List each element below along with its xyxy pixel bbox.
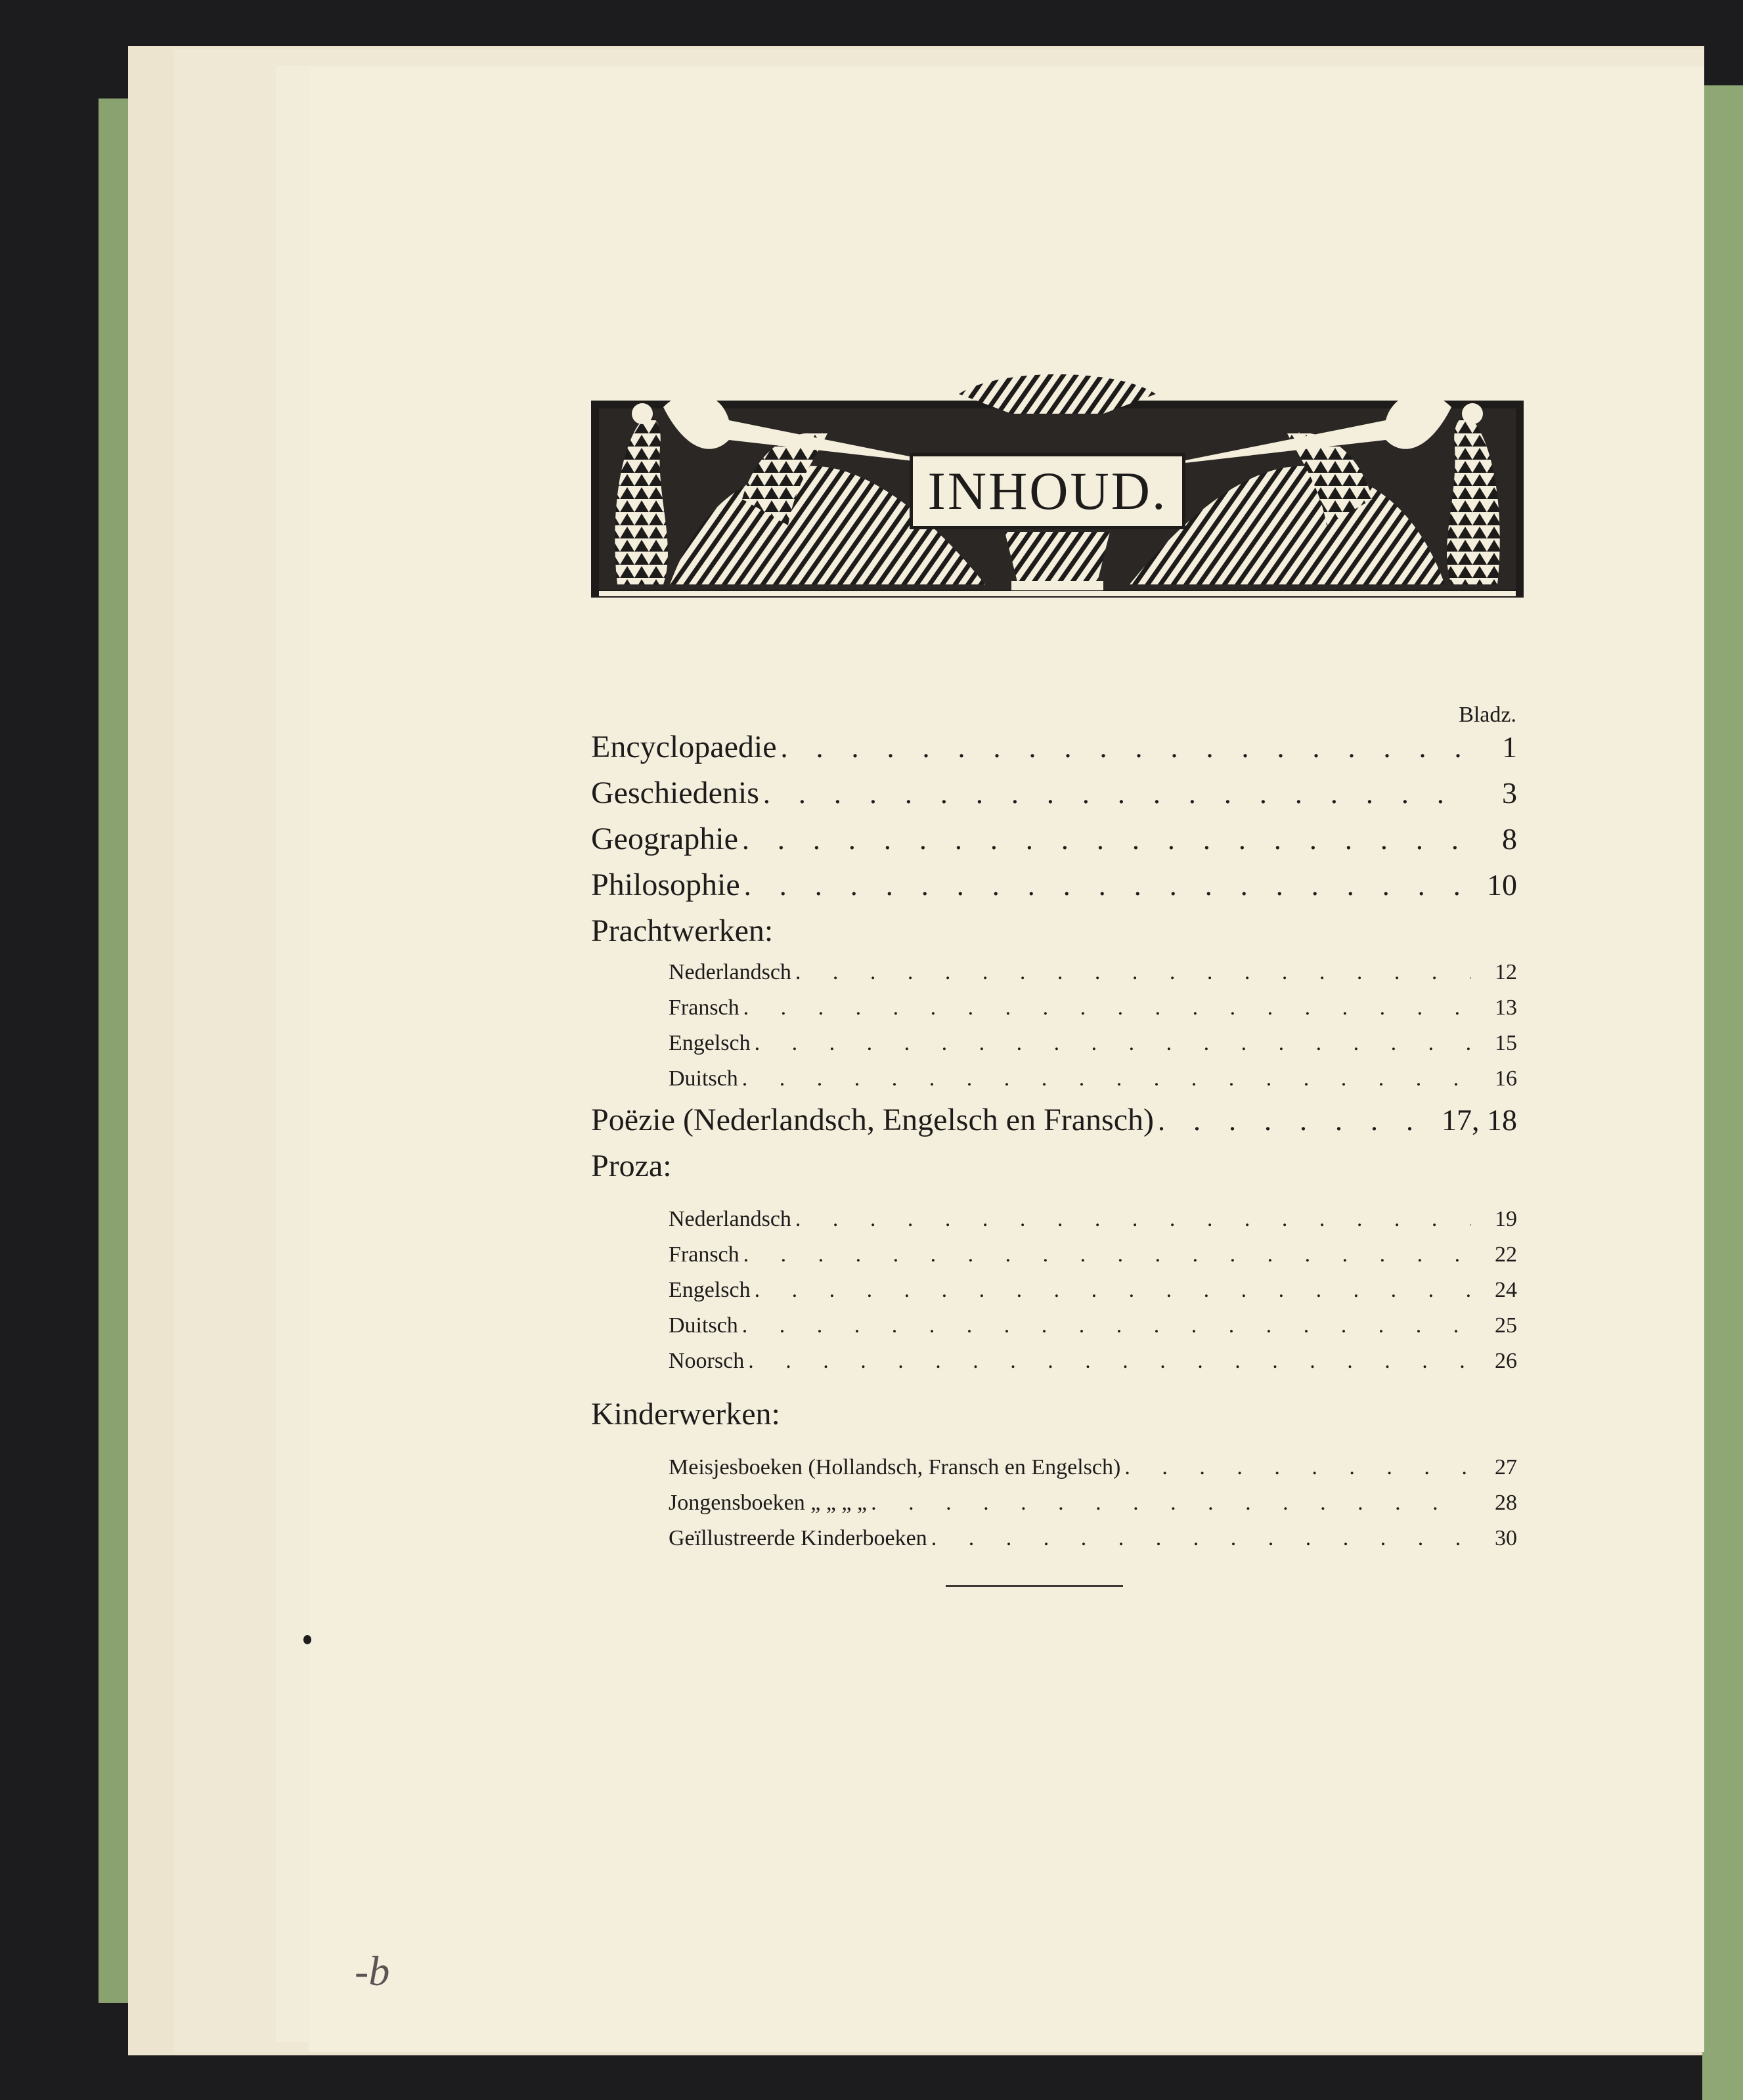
toc-subentry-label: Duitsch <box>669 1066 742 1091</box>
toc-entry-label: Philosophie <box>591 867 744 903</box>
toc-subentry-label: Engelsch <box>669 1031 755 1056</box>
green-spine <box>1702 85 1743 2100</box>
page-column-label: Bladz. <box>1459 703 1516 727</box>
toc-subentry[interactable] <box>591 1349 1517 1384</box>
dot-leader <box>755 1031 1471 1056</box>
toc-entry-geographie[interactable] <box>591 821 1517 864</box>
dot-leader <box>755 1278 1471 1303</box>
toc-entry-philosophie[interactable] <box>591 867 1517 910</box>
toc-subentry-page: 27 <box>1471 1455 1517 1480</box>
pencil-annotation: -b <box>355 1948 390 1994</box>
toc-subentry-page: 15 <box>1471 1031 1517 1056</box>
toc-subentry-page: 26 <box>1471 1349 1517 1374</box>
toc-entry-label: Encyclopaedie <box>591 729 781 765</box>
toc-subentry-label: Jongensboeken „ „ „ „ <box>669 1491 871 1516</box>
closing-rule <box>946 1585 1123 1587</box>
toc-subentry-page: 22 <box>1471 1242 1517 1267</box>
dot-leader <box>742 1066 1471 1091</box>
toc-entry-page: 10 <box>1471 867 1517 902</box>
toc-entry-label: Geographie <box>591 821 742 857</box>
toc-subentry-label: Noorsch <box>669 1349 748 1374</box>
dot-leader <box>742 1313 1471 1338</box>
page-title: INHOUD. <box>927 461 1168 521</box>
title-plate <box>910 453 1185 529</box>
margin-dot <box>303 1635 311 1644</box>
toc-entry-encyclopaedie[interactable] <box>591 729 1517 772</box>
toc-subentry-label: Nederlandsch <box>669 1207 795 1232</box>
toc-subentry[interactable] <box>591 1207 1517 1242</box>
toc-entry-label: Poëzie (Nederlandsch, Engelsch en Fransch) <box>591 1102 1158 1138</box>
section-heading-kinderwerken: Kinderwerken: <box>591 1396 1517 1441</box>
toc-entry-geschiedenis[interactable] <box>591 775 1517 818</box>
dot-leader <box>1124 1455 1471 1480</box>
toc-subentry-page: 19 <box>1471 1207 1517 1232</box>
dot-leader <box>744 869 1471 902</box>
dot-leader <box>795 960 1471 985</box>
dot-leader <box>871 1491 1471 1516</box>
section-heading-proza: Proza: <box>591 1148 1517 1192</box>
toc-entry-page: 17, 18 <box>1435 1103 1517 1137</box>
toc-subentry[interactable] <box>591 960 1517 995</box>
toc-subentry[interactable] <box>591 1066 1517 1102</box>
toc-subentry-page: 12 <box>1471 960 1517 985</box>
dot-leader <box>743 995 1471 1020</box>
toc-subentry-label: Fransch <box>669 995 743 1020</box>
toc-subentry-page: 25 <box>1471 1313 1517 1338</box>
toc-entry-poezie[interactable] <box>591 1102 1517 1145</box>
dot-leader <box>1158 1104 1435 1137</box>
toc-entry-page: 3 <box>1471 776 1517 810</box>
toc-entry-page: 8 <box>1471 821 1517 856</box>
dot-leader <box>781 731 1471 764</box>
toc-entry-label: Geschiedenis <box>591 775 763 811</box>
toc-subentry-page: 30 <box>1471 1526 1517 1551</box>
dot-leader <box>931 1526 1471 1551</box>
dot-leader <box>795 1207 1471 1232</box>
toc-subentry[interactable] <box>591 995 1517 1031</box>
toc-subentry[interactable] <box>591 1455 1517 1491</box>
dot-leader <box>763 777 1471 810</box>
dot-leader <box>743 1242 1471 1267</box>
table-of-contents <box>591 729 1517 1562</box>
toc-subentry-label: Engelsch <box>669 1278 755 1303</box>
toc-subentry-label: Duitsch <box>669 1313 742 1338</box>
toc-subentry[interactable] <box>591 1526 1517 1562</box>
toc-subentry-label: Geïllustreerde Kinderboeken <box>669 1526 931 1551</box>
toc-entry-page: 1 <box>1471 730 1517 764</box>
toc-subentry-page: 16 <box>1471 1066 1517 1091</box>
dot-leader <box>748 1349 1471 1374</box>
toc-subentry-page: 24 <box>1471 1278 1517 1303</box>
toc-subentry[interactable] <box>591 1278 1517 1313</box>
toc-subentry-page: 13 <box>1471 995 1517 1020</box>
toc-subentry-label: Nederlandsch <box>669 960 795 985</box>
toc-subentry[interactable] <box>591 1242 1517 1278</box>
toc-subentry-label: Meisjesboeken (Hollandsch, Fransch en Engelsch) <box>669 1455 1124 1480</box>
toc-subentry-label: Fransch <box>669 1242 743 1267</box>
toc-subentry[interactable] <box>591 1031 1517 1066</box>
toc-subentry[interactable] <box>591 1313 1517 1349</box>
toc-subentry-page: 28 <box>1471 1491 1517 1516</box>
section-heading-prachtwerken: Prachtwerken: <box>591 913 1517 957</box>
dot-leader <box>742 823 1471 856</box>
toc-subentry[interactable] <box>591 1491 1517 1526</box>
